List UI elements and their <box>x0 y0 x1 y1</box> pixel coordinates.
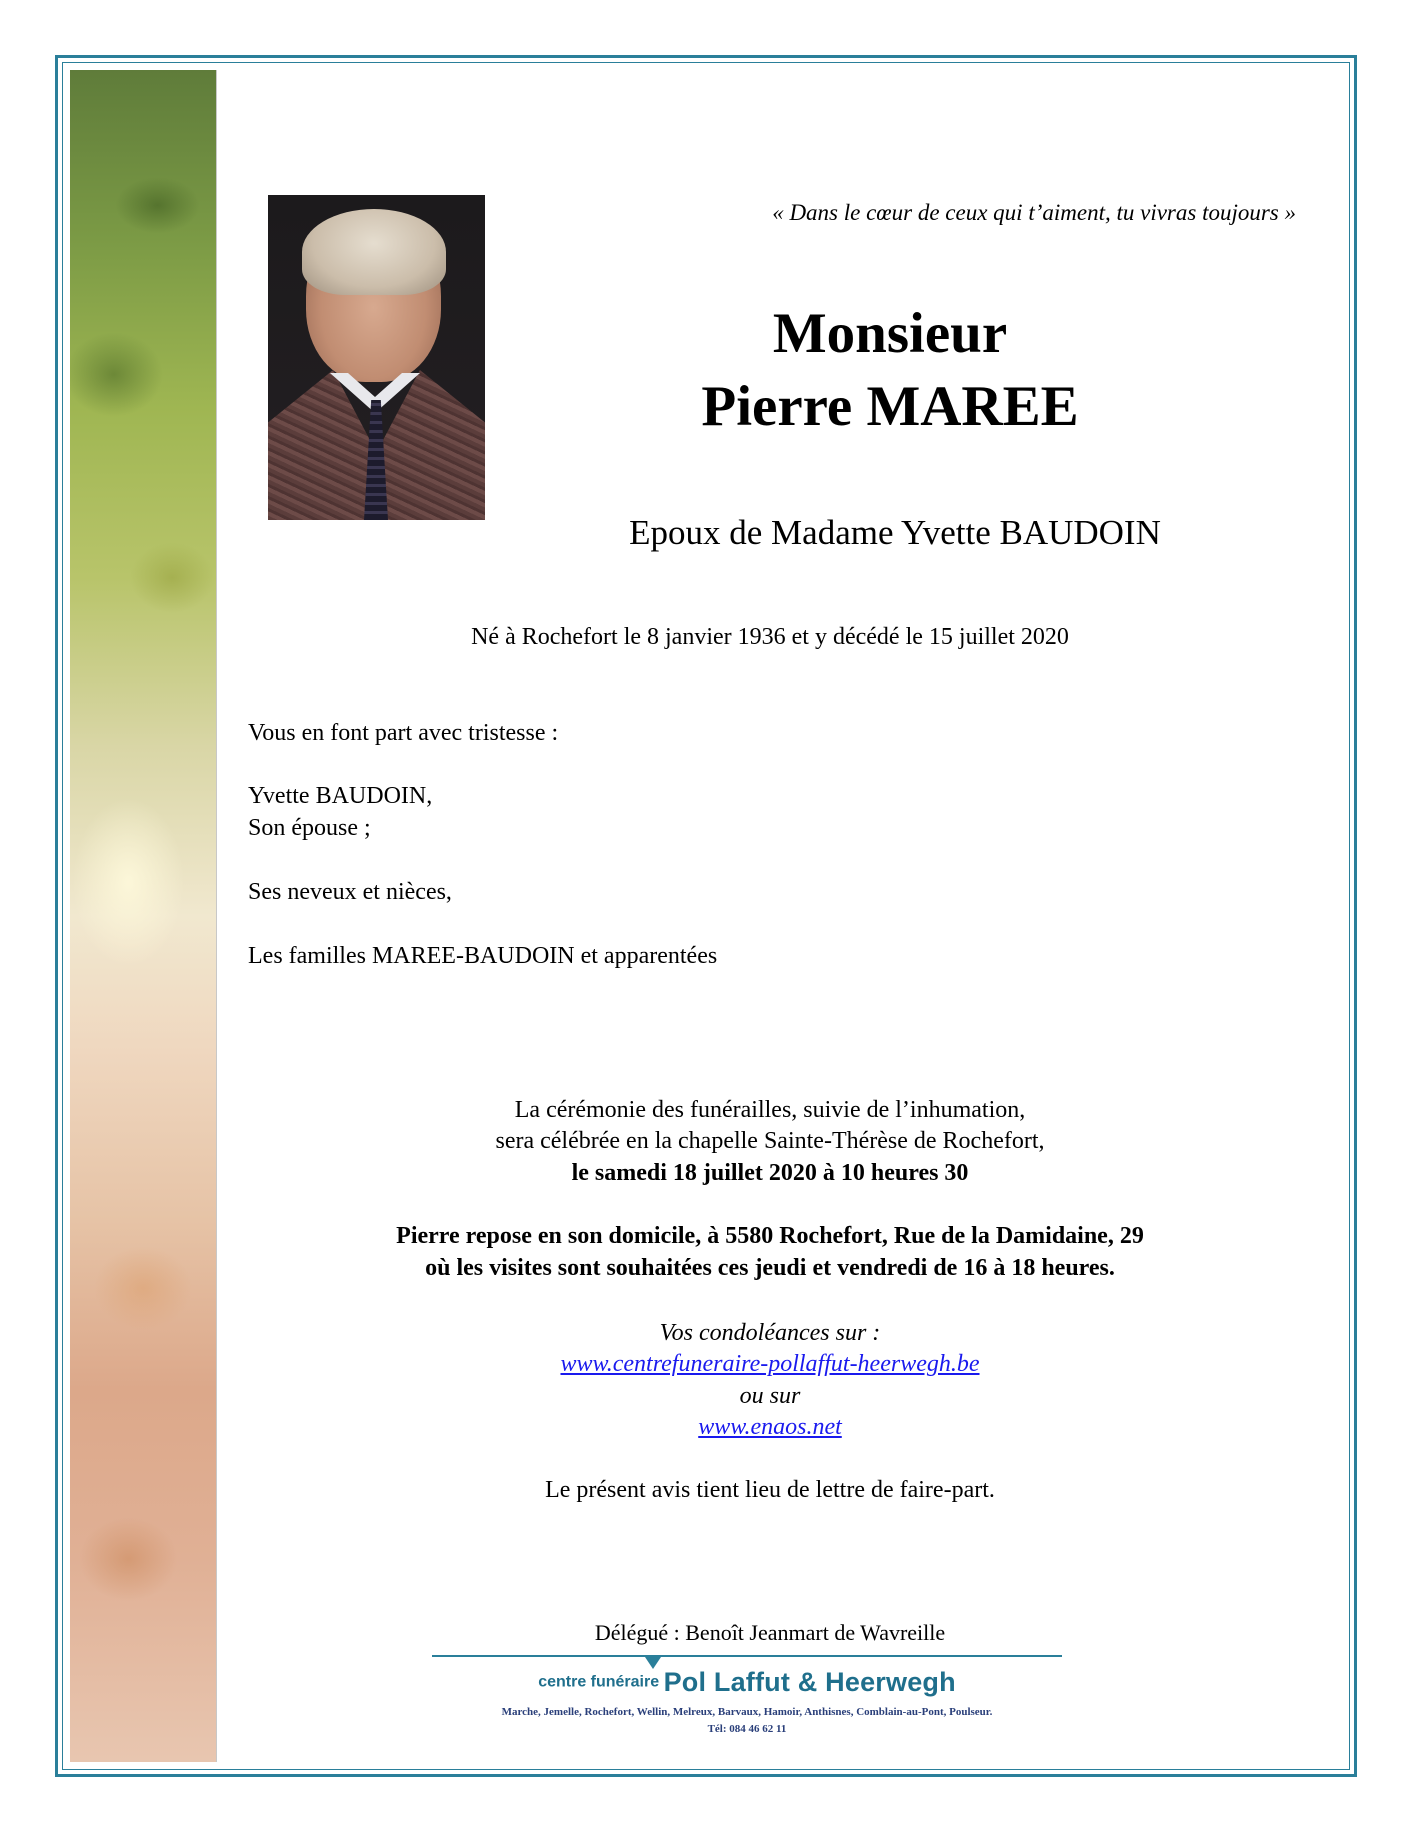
birth-death-line: Né à Rochefort le 8 janvier 1936 et y décédé le 15 juillet 2020 <box>471 624 1069 650</box>
logo-small-text: centre funéraire <box>538 1673 660 1691</box>
condolences-link-2[interactable]: www.enaos.net <box>698 1414 842 1440</box>
ceremony-date: le samedi 18 juillet 2020 à 10 heures 30 <box>571 1160 969 1186</box>
notice-line: Le présent avis tient lieu de lettre de faire-part. <box>545 1477 995 1503</box>
footer-rule <box>432 1655 1062 1657</box>
announcement-line: Ses neveux et nièces, <box>248 879 452 905</box>
announcement-line: Yvette BAUDOIN, <box>248 783 433 809</box>
announcement-intro: Vous en font part avec tristesse : <box>248 720 559 746</box>
spouse-line: Epoux de Madame Yvette BAUDOIN <box>629 513 1161 552</box>
side-divider <box>216 70 217 1762</box>
footer-places: Marche, Jemelle, Rochefort, Wellin, Melreux, Barvaux, Hamoir, Anthisnes, Comblain-au-Pont, Poulseur. <box>501 1706 993 1718</box>
announcement-line: Son épouse ; <box>248 815 371 841</box>
footer-telephone: Tél: 084 46 62 11 <box>707 1723 787 1735</box>
title-name: Pierre MAREE <box>701 375 1079 438</box>
title-honorific: Monsieur <box>772 302 1008 365</box>
portrait-tie <box>364 400 388 520</box>
ceremony-line-2: sera célébrée en la chapelle Sainte-Thérèse de Rochefort, <box>495 1128 1045 1154</box>
logo-brand-text: Pol Laffut & Heerwegh <box>663 1667 956 1697</box>
delegate-line: Délégué : Benoît Jeanmart de Wavreille <box>594 1620 946 1645</box>
condolences-link-1[interactable]: www.centrefuneraire-pollaffut-heerwegh.be <box>560 1351 980 1377</box>
ceremony-line-1: La cérémonie des funérailles, suivie de l’inhumation, <box>514 1097 1026 1123</box>
announcement-line: Les familles MAREE-BAUDOIN et apparentées <box>248 943 718 969</box>
condolences-or: ou sur <box>739 1383 801 1409</box>
visits-line-1: Pierre repose en son domicile, à 5580 Rochefort, Rue de la Damidaine, 29 <box>396 1223 1144 1249</box>
visits-line-2: où les visites sont souhaitées ces jeudi et vendredi de 16 à 18 heures. <box>425 1255 1115 1281</box>
funeral-home-logo <box>432 1667 1062 1698</box>
portrait-hair <box>302 209 446 295</box>
epitaph-quote: « Dans le cœur de ceux qui t’aiment, tu vivras toujours » <box>772 200 1296 225</box>
portrait-photo <box>268 195 485 520</box>
forest-path-image <box>70 70 216 1762</box>
condolences-intro: Vos condoléances sur : <box>659 1320 881 1346</box>
